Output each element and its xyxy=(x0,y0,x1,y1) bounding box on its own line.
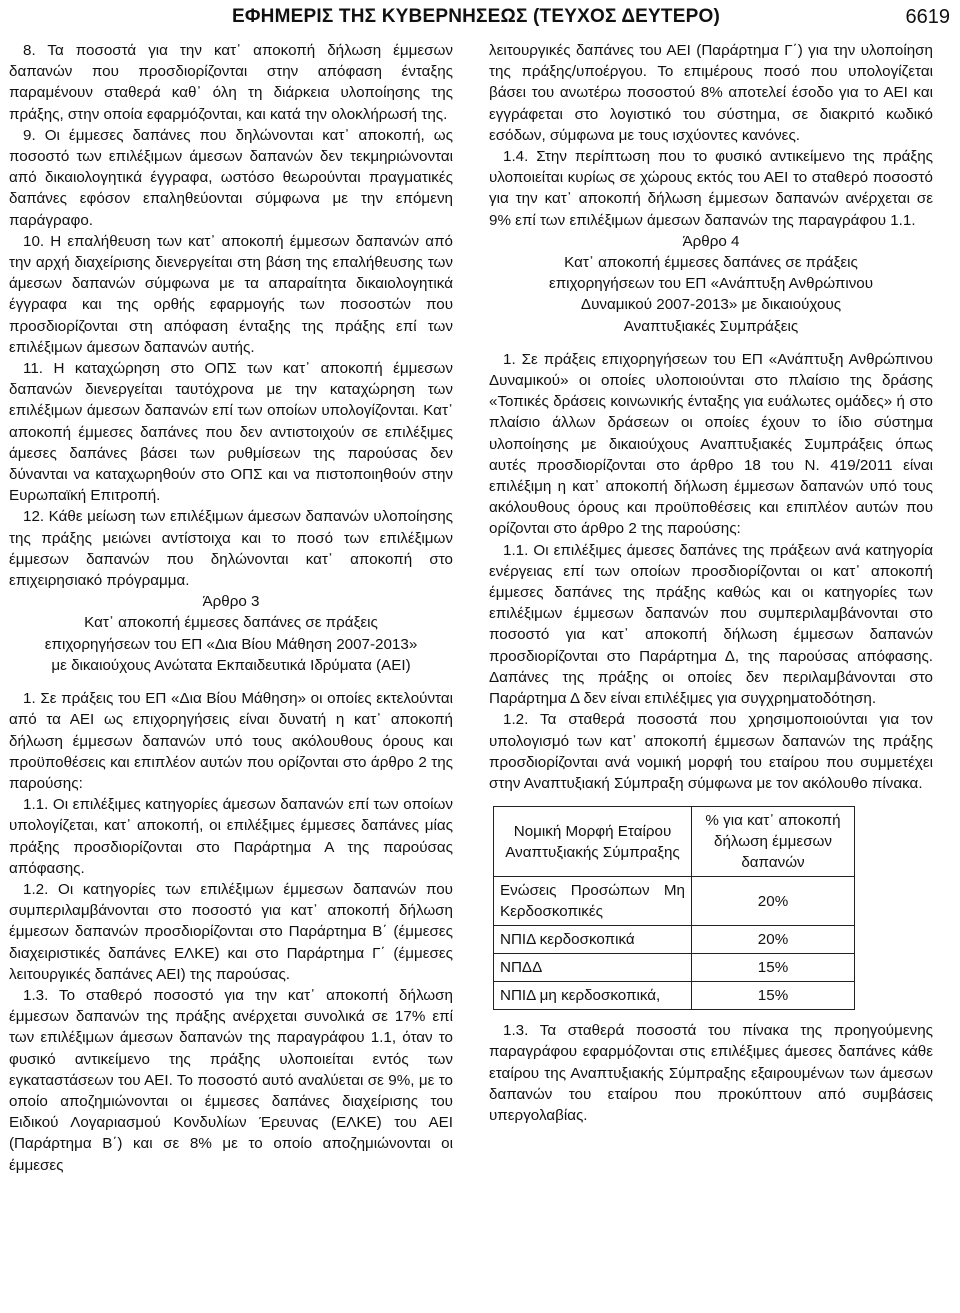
table-header-legal-form: Νομική Μορφή Εταίρου Αναπτυξιακής Σύμπραξης xyxy=(494,807,692,877)
article-4-subtitle-3: Δυναμικού 2007-2013» με δικαιούχους xyxy=(580,296,842,314)
paragraph-11: 11. Η καταχώρηση στο ΟΠΣ των κατ᾽ αποκοπή έμμεσων δαπανών διενεργείται ταυτόχρονα με την καταχώρηση των επιλέξιμων άμεσων δαπανών επί των οποίων υπολογίζονται. Κατ᾽ αποκοπή έμμεσες δαπάνες που δεν αντιστοιχούν σε επιλέξιμες άμεσες δαπάνες βάσει των ρυθμίσεων της παρούσας δεν δύνανται να καταχωρηθούν στο ΟΠΣ και να πιστοποιηθούν στην Ευρωπαϊκή Επιτροπή. xyxy=(9,360,453,505)
article-3-subtitle-2: επιχορηγήσεων του ΕΠ «Δια Βίου Μάθηση 2007-2013» xyxy=(44,635,418,653)
continued-paragraph: λειτουργικές δαπάνες του ΑΕΙ (Παράρτημα Γ΄) για την υλοποίηση της πράξης/υποέργου. Το επιμέρους ποσό που υπολογίζεται βάσει του ανωτέρω ποσοστού 8% αποτελεί έσοδο για το ΑΕΙ και εγγράφεται στο λογιστικό του σύστημα, σε διακριτό κωδικό εσόδων, σύμφωνα με τους ισχύοντες κανόνες. xyxy=(489,42,933,144)
article-4-subtitle-2: επιχορηγήσεων του ΕΠ «Ανάπτυξη Ανθρώπινου xyxy=(548,275,874,293)
article-3-subtitle-3: με δικαιούχους Ανώτατα Εκπαιδευτικά Ιδρύματα (ΑΕΙ) xyxy=(51,656,411,674)
table-row xyxy=(494,926,855,954)
paragraph-9: 9. Οι έμμεσες δαπάνες που δηλώνονται κατ᾽ αποκοπή, ως ποσοστό των επιλέξιμων άμεσων δαπανών δεν τεκμηριώνονται από δικαιολογητικά έγγραφα, ωστόσο θεωρούνται πραγματικές δαπάνες εφόσον επαληθεύονται σύμφωνα με την επόμενη παράγραφο. xyxy=(9,126,453,229)
article-4-subtitle-4: Αναπτυξιακές Συμπράξεις xyxy=(623,317,799,335)
right-column xyxy=(489,40,933,1126)
article-3-paragraph-1: 1. Σε πράξεις του ΕΠ «Δια Βίου Μάθηση» οι οποίες εκτελούνται από τα ΑΕΙ ως επιχορηγήσεις είναι δυνατή η κατ᾽ αποκοπή δήλωση έμμεσων δαπανών υπό τους ακόλουθους όρους και προϋποθέσεις και επιπλέον αυτών που ορίζονται στο άρθρο 2 της παρούσης: xyxy=(9,690,453,792)
table-cell-pct: 15% xyxy=(692,954,855,982)
paragraph-8: 8. Τα ποσοστά για την κατ᾽ αποκοπή δήλωση έμμεσων δαπανών που προσδιορίζονται στην απόφαση ένταξης παραμένουν σταθερά καθ᾽ όλη τη διάρκεια υλοποίησης της πράξης, στην οποία εφαρμόζονται, και κατά την ολοκλήρωσή της. xyxy=(9,42,453,123)
table-cell-pct: 20% xyxy=(692,877,855,926)
article-3-paragraph-1-2: 1.2. Οι κατηγορίες των επιλέξιμων έμμεσων δαπανών που συμπεριλαμβάνονται στο ποσοστό για κατ᾽ αποκοπή δήλωση έμμεσων δαπανών προσδιορίζονται στο Παράρτημα Β΄ (έμμεσες διαχειριστικές δαπάνες ΕΛΚΕ) και στο Παράρτημα Γ΄ (έμμεσες λειτουργικές δαπάνες ΑΕΙ) της παρούσας. xyxy=(9,880,453,983)
gazette-title: ΕΦΗΜΕΡΙΣ ΤΗΣ ΚΥΒΕΡΝΗΣΕΩΣ (ΤΕΥΧΟΣ ΔΕΥΤΕΡΟ) xyxy=(232,6,720,27)
table-row xyxy=(494,877,855,926)
article-4-paragraph-1-2: 1.2. Τα σταθερά ποσοστά που χρησιμοποιούνται για τον υπολογισμό των κατ᾽ αποκοπή έμμεσων δαπανών της πράξης προσδιορίζονται ανά νομική μορφή του εταίρου που συμμετέχει στην Αναπτυξιακή Σύμπραξη σύμφωνα με τον ακόλουθο πίνακα. xyxy=(489,711,933,792)
table-header-row xyxy=(494,807,855,877)
table-cell-form: ΝΠΔΔ xyxy=(494,954,692,982)
article-3-paragraph-1-4: 1.4. Στην περίπτωση που το φυσικό αντικείμενο της πράξης υλοποιείται κυρίως σε χώρους εκτός του ΑΕΙ το σταθερό ποσοστό για την κατ᾽ αποκοπή δήλωση έμμεσων δαπανών ανέρχεται σε 9% επί των επιλέξιμων άμεσων δαπανών της παραγράφου 1.1. xyxy=(489,148,933,229)
table-cell-form: Ενώσεις Προσώπων Μη Κερδοσκοπικές xyxy=(494,877,692,926)
left-column xyxy=(9,40,453,1176)
page-number: 6619 xyxy=(905,6,950,28)
article-4-subtitle-1: Κατ᾽ αποκοπή έμμεσες δαπάνες σε πράξεις xyxy=(564,254,858,272)
table-cell-form: ΝΠΙΔ κερδοσκοπικά xyxy=(494,926,692,954)
article-4-paragraph-1-1: 1.1. Οι επιλέξιμες άμεσες δαπάνες της πράξεων ανά κατηγορία ενέργειας επί των οποίων προσδιορίζονται οι κατ᾽ αποκοπή έμμεσες δαπάνες της πράξης καθώς και οι κατηγορίες των επιλέξιμων έμμεσων δαπανών που συμπεριλαμβάνονται στο ποσοστό για κατ᾽ αποκοπή δήλωση έμμεσων δαπανών προσδιορίζονται στο Παράρτημα Δ, της παρούσας απόφασης. Δαπάνες της πράξης οι οποίες δεν περιλαμβάνονται στο Παράρτημα Δ δεν είναι επιλέξιμες για συγχρηματοδότηση. xyxy=(489,541,933,708)
paragraph-10: 10. Η επαλήθευση των κατ᾽ αποκοπή έμμεσων δαπανών από την αρχή διαχείρισης διενεργείται στη βάση της επαλήθευσης των άμεσων δαπανών σύμφωνα με τα απαραίτητα δικαιολογητικά έγγραφα και της ορθής εφαρμογής των ποσοστών που προσδιορίζονται στη απόφαση ένταξης της πράξης επί των επιλέξιμων άμεσων δαπανών αυτής. xyxy=(9,232,453,356)
article-3-subtitle-1: Κατ᾽ αποκοπή έμμεσες δαπάνες σε πράξεις xyxy=(84,614,378,632)
table-header-percentage: % για κατ᾽ αποκοπή δήλωση έμμεσων δαπανών xyxy=(692,807,855,877)
page-header xyxy=(0,0,960,36)
article-4-paragraph-1: 1. Σε πράξεις επιχορηγήσεων του ΕΠ «Ανάπτυξη Ανθρώπινου Δυναμικού» οι οποίες υλοποιούνται στο πλαίσιο της δράσης «Τοπικές δράσεις κοινωνικής ένταξης για ευάλωτες ομάδες» ή στο πλαίσιο άλλων δράσεων οι οποίες έχουν το ίδιο σύστημα υλοποίησης με δικαιούχους Αναπτυξιακές Συμπράξεις όπως αυτές προσδιορίζονται στο άρθρο 18 του Ν. 419/2011 είναι επιλέξιμη η κατ᾽ αποκοπή δήλωση έμμεσων δαπανών υπό τους ακόλουθους όρους και προϋποθέσεις και επιπλέον αυτών που ορίζονται στο άρθρο 2 της παρούσης: xyxy=(489,350,933,538)
table-cell-pct: 15% xyxy=(692,982,855,1010)
percentage-table xyxy=(493,806,855,1010)
paragraph-12: 12. Κάθε μείωση των επιλέξιμων άμεσων δαπανών υλοποίησης της πράξης μειώνει αντίστοιχα και το ποσό των επιλέξιμων έμμεσων δαπανών που δηλώνονται κατ᾽ αποκοπή στο επιχειρησιακό πρόγραμμα. xyxy=(9,508,453,590)
table-cell-pct: 20% xyxy=(692,926,855,954)
article-3-title: Άρθρο 3 xyxy=(202,593,260,611)
table-row xyxy=(494,982,855,1010)
article-3-paragraph-1-1: 1.1. Οι επιλέξιμες κατηγορίες άμεσων δαπανών επί των οποίων υπολογίζεται, κατ᾽ αποκοπή, οι επιλέξιμες έμμεσες δαπάνες μίας πράξης προσδιορίζονται στο Παράρτημα Α της παρούσας απόφασης. xyxy=(9,796,453,877)
article-3-paragraph-1-3: 1.3. Το σταθερό ποσοστό για την κατ᾽ αποκοπή δήλωση έμμεσων δαπανών της πράξης ανέρχεται συνολικά σε 17% επί των επιλέξιμων άμεσων δαπανών της παραγράφου 1.1, όταν το φυσικό αντικείμενο της πράξης υλοποιείται εντός των εγκαταστάσεων του ΑΕΙ. Το ποσοστό αυτό αναλύεται σε 9%, με το οποίο αποζημιώνονται οι έμμεσες δαπάνες διαχείρισης του Ειδικού Λογαριασμού Κονδυλίων Έρευνας (ΕΛΚΕ) του ΑΕΙ (Παράρτημα Β΄) και σε 8% με το οποίο αποζημιώνονται οι έμμεσες xyxy=(9,986,453,1174)
table-row xyxy=(494,954,855,982)
table-cell-form: ΝΠΙΔ μη κερδοσκοπικά, xyxy=(494,982,692,1010)
article-4-title: Άρθρο 4 xyxy=(682,232,740,250)
article-4-paragraph-1-3: 1.3. Τα σταθερά ποσοστά του πίνακα της προηγούμενης παραγράφου εφαρμόζονται στις επιλέξιμες άμεσες δαπάνες κάθε εταίρου της Αναπτυξιακής Σύμπραξης εξαιρουμένων των άμεσων δαπανών του εταίρου που προκύπτουν από συμβάσεις υπεργολαβίας. xyxy=(489,1022,933,1124)
